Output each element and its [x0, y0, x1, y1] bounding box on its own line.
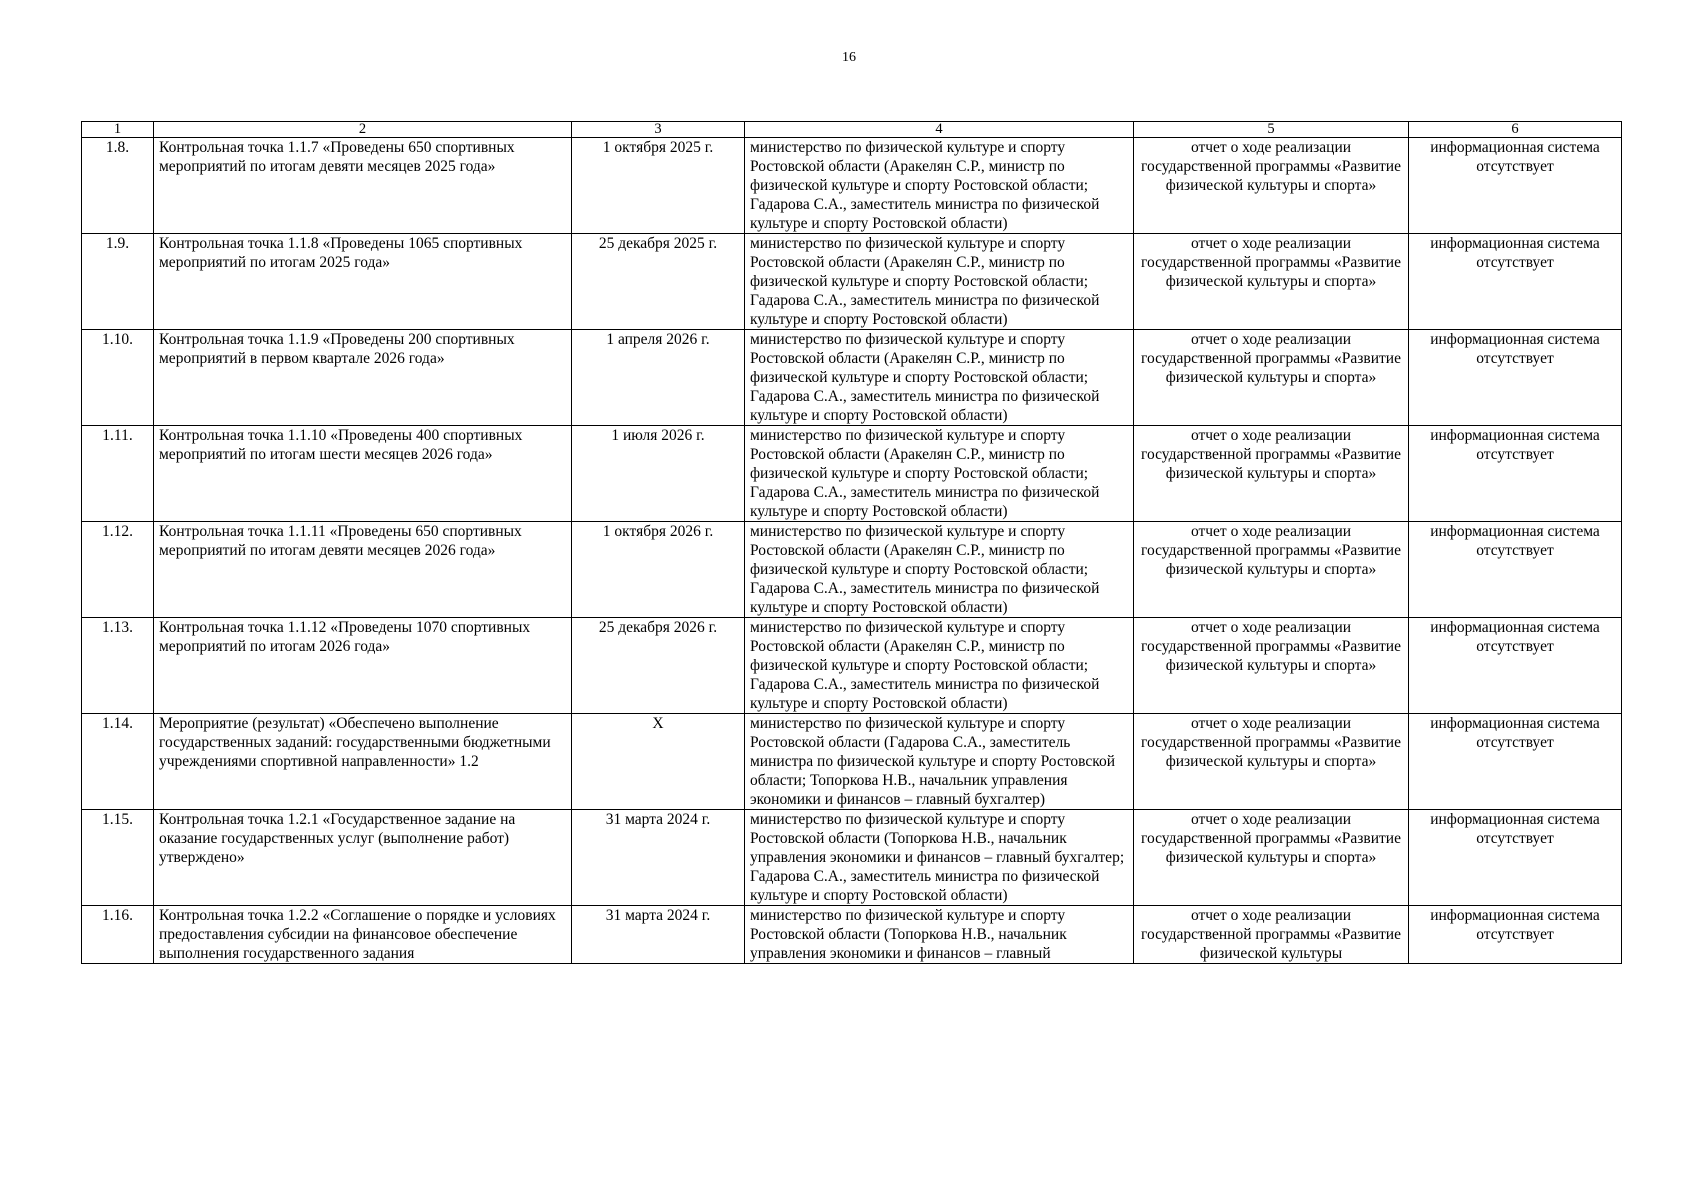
table-row [82, 906, 1622, 964]
row-name [154, 906, 572, 964]
column-header: 6 [1409, 122, 1622, 138]
row-number [82, 906, 154, 964]
row-responsible: министерство по физической культуре и спорту Ростовской области (Аракелян С.Р., министр по физической культуре и спорту Ростовской области; Гадарова С.А., заместитель министра по физической культуре и спорту Ростовской области) [745, 330, 1134, 426]
control-points-table [81, 121, 1622, 964]
row-number: 1.11. [82, 426, 154, 522]
row-number: 1.15. [82, 810, 154, 906]
table-row [82, 330, 1622, 426]
row-document: отчет о ходе реализации государственной программы «Развитие физической культуры и спорта» [1134, 714, 1409, 810]
row-system: информационная система отсутствует [1409, 426, 1622, 522]
row-date: 1 октября 2026 г. [572, 522, 745, 618]
row-number: 1.10. [82, 330, 154, 426]
row-name: Контрольная точка 1.1.10 «Проведены 400 спортивных мероприятий по итогам шести месяцев 2026 года» [154, 426, 572, 522]
row-date: 25 декабря 2025 г. [572, 234, 745, 330]
row-date: 1 апреля 2026 г. [572, 330, 745, 426]
row-date: 1 октября 2025 г. [572, 138, 745, 234]
row-system: информационная система отсутствует [1409, 522, 1622, 618]
row-name: Контрольная точка 1.2.1 «Государственное задание на оказание государственных услуг (выполнение работ) утверждено» [154, 810, 572, 906]
row-date: 31 марта 2024 г. [572, 810, 745, 906]
row-document: отчет о ходе реализации государственной программы «Развитие физической культуры и спорта» [1134, 522, 1409, 618]
row-document: отчет о ходе реализации государственной программы «Развитие физической культуры и спорта» [1134, 330, 1409, 426]
row-number: 1.14. [82, 714, 154, 810]
row-document: отчет о ходе реализации государственной программы «Развитие физической культуры и спорта» [1134, 234, 1409, 330]
header-row [82, 122, 1622, 138]
row-responsible: министерство по физической культуре и спорту Ростовской области (Аракелян С.Р., министр по физической культуре и спорту Ростовской области; Гадарова С.А., заместитель министра по физической культуре и спорту Ростовской области) [745, 426, 1134, 522]
table-row [82, 618, 1622, 714]
row-system: информационная система отсутствует [1409, 618, 1622, 714]
page-number: 16 [842, 50, 856, 65]
row-name: Контрольная точка 1.1.8 «Проведены 1065 спортивных мероприятий по итогам 2025 года» [154, 234, 572, 330]
row-system: информационная система отсутствует [1409, 234, 1622, 330]
row-name: Контрольная точка 1.1.7 «Проведены 650 спортивных мероприятий по итогам девяти месяцев 2025 года» [154, 138, 572, 234]
row-document: отчет о ходе реализации государственной программы «Развитие физической культуры и спорта» [1134, 138, 1409, 234]
table-row [82, 426, 1622, 522]
table-row [82, 714, 1622, 810]
row-date: 1 июля 2026 г. [572, 426, 745, 522]
table-row [82, 138, 1622, 234]
row-date [572, 906, 745, 964]
row-responsible: министерство по физической культуре и спорту Ростовской области (Аракелян С.Р., министр по физической культуре и спорту Ростовской области; Гадарова С.А., заместитель министра по физической культуре и спорту Ростовской области) [745, 138, 1134, 234]
row-name-text: Контрольная точка 1.2.2 «Соглашение о порядке и условиях предоставления субсидии на финансовое обеспечение выполнения государственного задания [159, 907, 556, 962]
row-document: отчет о ходе реализации государственной программы «Развитие физической культуры и спорта» [1134, 426, 1409, 522]
row-system: информационная система отсутствует [1409, 138, 1622, 234]
column-header: 4 [745, 122, 1134, 138]
column-header: 2 [154, 122, 572, 138]
row-system-text: информационная система отсутствует [1430, 907, 1600, 943]
table-row [82, 234, 1622, 330]
row-name: Мероприятие (результат) «Обеспечено выполнение государственных заданий: государственными бюджетными учреждениями спортивной направленности» 1.2 [154, 714, 572, 810]
row-responsible [745, 906, 1134, 964]
row-date: 25 декабря 2026 г. [572, 618, 745, 714]
table-row [82, 522, 1622, 618]
row-system: информационная система отсутствует [1409, 714, 1622, 810]
row-responsible: министерство по физической культуре и спорту Ростовской области (Гадарова С.А., заместитель министра по физической культуре и спорту Ростовской области; Топоркова Н.В., начальник управления экономики и финансов – главный бухгалтер) [745, 714, 1134, 810]
row-number: 1.9. [82, 234, 154, 330]
row-number: 1.8. [82, 138, 154, 234]
row-name: Контрольная точка 1.1.11 «Проведены 650 спортивных мероприятий по итогам девяти месяцев 2026 года» [154, 522, 572, 618]
row-name: Контрольная точка 1.1.9 «Проведены 200 спортивных мероприятий в первом квартале 2026 года» [154, 330, 572, 426]
row-number: 1.13. [82, 618, 154, 714]
row-date: X [572, 714, 745, 810]
column-header: 3 [572, 122, 745, 138]
row-system: информационная система отсутствует [1409, 810, 1622, 906]
table-row [82, 810, 1622, 906]
row-date-text: 31 марта 2024 г. [605, 907, 711, 924]
row-responsible: министерство по физической культуре и спорту Ростовской области (Аракелян С.Р., министр по физической культуре и спорту Ростовской области; Гадарова С.А., заместитель министра по физической культуре и спорту Ростовской области) [745, 522, 1134, 618]
row-number-text: 1.16. [102, 907, 133, 924]
row-responsible: министерство по физической культуре и спорту Ростовской области (Топоркова Н.В., начальник управления экономики и финансов – главный бухгалтер; Гадарова С.А., заместитель министра по физической культуре и спорту Ростовской области) [745, 810, 1134, 906]
row-document-text: отчет о ходе реализации государственной программы «Развитие физической культуры [1141, 907, 1401, 962]
column-header: 5 [1134, 122, 1409, 138]
row-number: 1.12. [82, 522, 154, 618]
row-system: информационная система отсутствует [1409, 330, 1622, 426]
row-responsible: министерство по физической культуре и спорту Ростовской области (Аракелян С.Р., министр по физической культуре и спорту Ростовской области; Гадарова С.А., заместитель министра по физической культуре и спорту Ростовской области) [745, 234, 1134, 330]
row-system [1409, 906, 1622, 964]
row-document [1134, 906, 1409, 964]
row-responsible-text: министерство по физической культуре и спорту Ростовской области (Топоркова Н.В., начальник управления экономики и финансов – главный [750, 907, 1067, 962]
row-name: Контрольная точка 1.1.12 «Проведены 1070 спортивных мероприятий по итогам 2026 года» [154, 618, 572, 714]
row-responsible: министерство по физической культуре и спорту Ростовской области (Аракелян С.Р., министр по физической культуре и спорту Ростовской области; Гадарова С.А., заместитель министра по физической культуре и спорту Ростовской области) [745, 618, 1134, 714]
row-document: отчет о ходе реализации государственной программы «Развитие физической культуры и спорта» [1134, 810, 1409, 906]
row-document: отчет о ходе реализации государственной программы «Развитие физической культуры и спорта» [1134, 618, 1409, 714]
column-header: 1 [82, 122, 154, 138]
